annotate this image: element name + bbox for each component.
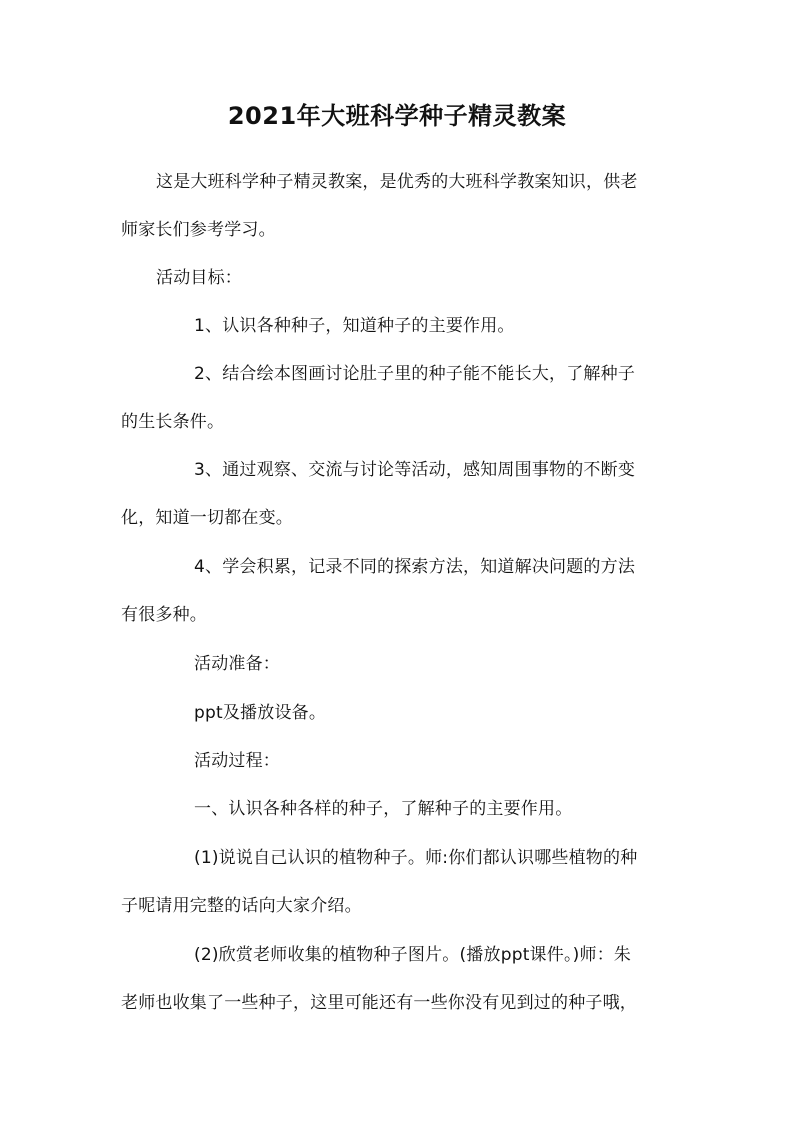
- goal-item-1: [121, 302, 677, 350]
- paragraph-line: 师家长们参考学习。: [121, 220, 276, 240]
- paragraph-line: 的生长条件。: [121, 412, 225, 432]
- paragraph-line: ppt及播放设备。: [194, 703, 327, 723]
- paragraph-line: 子呢请用完整的话向大家介绍。: [121, 896, 362, 916]
- paragraph-line: 活动过程：: [194, 751, 280, 771]
- paragraph-line: 这是大班科学种子精灵教案，是优秀的大班科学教案知识，供老: [156, 172, 638, 192]
- paragraph-line: 活动准备：: [194, 654, 280, 674]
- preparation-item: [121, 689, 677, 737]
- paragraph-line: 一、认识各种各样的种子，了解种子的主要作用。: [194, 799, 573, 819]
- heading-activity-preparation: [121, 640, 677, 688]
- paragraph-line: 有很多种。: [121, 605, 207, 625]
- paragraph-line: (2)欣赏老师收集的植物种子图片。(播放ppt课件。)师：朱: [194, 945, 632, 965]
- paragraph-line: 2、结合绘本图画讨论肚子里的种子能不能长大，了解种子: [194, 364, 636, 384]
- paragraph-line: 4、学会积累，记录不同的探索方法，知道解决问题的方法: [194, 557, 636, 577]
- paragraph-line: 化，知道一切都在变。: [121, 508, 293, 528]
- process-step-1: [121, 834, 677, 930]
- paragraph-line: 1、认识各种种子，知道种子的主要作用。: [194, 316, 515, 336]
- paragraph-line: 活动目标：: [156, 268, 242, 288]
- paragraph-line: 老师也收集了一些种子，这里可能还有一些你没有见到过的种子哦，: [121, 993, 637, 1013]
- goal-item-2: [121, 350, 677, 446]
- heading-activity-goals: [121, 254, 677, 302]
- process-section-1: [121, 785, 677, 833]
- goal-item-3: [121, 446, 677, 542]
- paragraph-intro: [121, 158, 677, 254]
- process-step-2: [121, 931, 677, 1027]
- paragraph-line: 3、通过观察、交流与讨论等活动，感知周围事物的不断变: [194, 460, 636, 480]
- document-title: 2021年大班科学种子精灵教案: [227, 102, 567, 130]
- heading-activity-process: [121, 737, 677, 785]
- paragraph-line: (1)说说自己认识的植物种子。师:你们都认识哪些植物的种: [194, 848, 638, 868]
- goal-item-4: [121, 543, 677, 639]
